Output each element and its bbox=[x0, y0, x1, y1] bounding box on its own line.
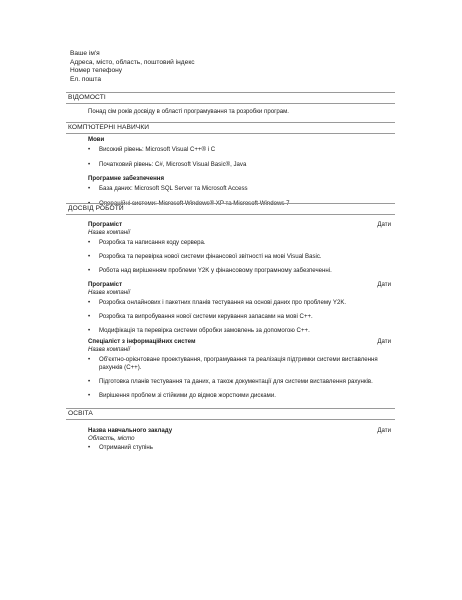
section-heading-experience: ДОСВІД РОБОТИ bbox=[66, 203, 395, 215]
job-date: Дати bbox=[377, 281, 391, 288]
list-item: • Модифікація та перевірка системи обробки замовлень за допомогою C++. bbox=[88, 327, 310, 334]
list-item: • Розробка та перевірка нової системи фінансової звітності на мові Visual Basic. bbox=[88, 253, 322, 260]
bullet-icon: • bbox=[88, 146, 91, 153]
job-duties bbox=[88, 239, 391, 275]
contact-email: Ел. пошта bbox=[70, 75, 102, 83]
bullet-icon: • bbox=[88, 299, 91, 306]
job-company: Назва компанії bbox=[88, 229, 130, 236]
list-item: • Вирішення проблем зі стійкими до відмов жорсткими дисками. bbox=[88, 392, 276, 399]
section-heading-skills: КОМП'ЮТЕРНІ НАВИЧКИ bbox=[66, 122, 395, 134]
school-name: Назва навчального закладу bbox=[88, 427, 173, 434]
list-item: • Підготовка планів тестування та даних, а також документації для системи виставлення рахунків. bbox=[88, 378, 373, 385]
contact-address: Адреса, місто, область, поштовий індекс bbox=[70, 58, 195, 66]
list-item: • Операційні системи: Microsoft Windows® XP та Microsoft Windows 7 bbox=[88, 200, 290, 207]
job-date: Дати bbox=[377, 338, 391, 345]
contact-name: Ваше ім'я bbox=[70, 50, 100, 57]
bullet-icon: • bbox=[88, 200, 91, 207]
contact-phone: Номер телефону bbox=[70, 67, 123, 75]
bullet-icon: • bbox=[88, 185, 91, 192]
list-item: • Об'єктно-орієнтоване проектування, програмування та реалізація підтримки системи виставлення рахунків (C++). bbox=[88, 356, 378, 371]
bullet-icon: • bbox=[88, 253, 91, 260]
bullet-icon: • bbox=[88, 313, 91, 320]
education-date: Дати bbox=[377, 427, 391, 434]
job-date: Дати bbox=[377, 221, 391, 228]
school-location: Область, місто bbox=[88, 435, 135, 442]
section-heading-education: ОСВІТА bbox=[66, 408, 395, 420]
job-title: Програміст bbox=[88, 221, 123, 228]
list-item: • Отриманий ступінь bbox=[88, 444, 153, 451]
skills-software-title: Програмне забезпечення bbox=[88, 175, 165, 182]
list-item: • Робота над вирішенням проблеми Y2K у фінансовому програмному забезпеченні. bbox=[88, 267, 332, 274]
about-text: Понад сім років досвіду в області програмування та розробки програм. bbox=[88, 108, 289, 115]
bullet-icon: • bbox=[88, 356, 91, 363]
skills-languages-list bbox=[88, 146, 391, 169]
bullet-icon: • bbox=[88, 378, 91, 385]
skills-block bbox=[88, 136, 391, 208]
list-item: • База даних: Microsoft SQL Server та Microsoft Access bbox=[88, 185, 248, 192]
bullet-icon: • bbox=[88, 239, 91, 246]
section-heading-about: ВІДОМОСТІ bbox=[66, 92, 395, 104]
list-item: • Високий рівень: Microsoft Visual C++® і C bbox=[88, 146, 216, 153]
job-title: Програміст bbox=[88, 281, 123, 288]
job-entry bbox=[88, 338, 391, 400]
list-item: • Розробка онлайнових і пакетних планів тестування на основі даних про проблему Y2K. bbox=[88, 299, 347, 306]
job-entry bbox=[88, 221, 391, 275]
job-duties bbox=[88, 356, 391, 400]
job-company: Назва компанії bbox=[88, 289, 130, 296]
job-duties bbox=[88, 299, 391, 335]
bullet-icon: • bbox=[88, 444, 91, 451]
job-entry bbox=[88, 281, 391, 335]
contact-block bbox=[70, 50, 195, 84]
job-company: Назва компанії bbox=[88, 346, 130, 353]
list-item: • Розробка та написання коду сервера. bbox=[88, 239, 206, 246]
bullet-icon: • bbox=[88, 392, 91, 399]
list-item: • Розробка та випробування нової системи керування запасами на мові C++. bbox=[88, 313, 313, 320]
education-entry bbox=[88, 427, 391, 452]
bullet-icon: • bbox=[88, 267, 91, 274]
job-title: Спеціаліст з інформаційних систем bbox=[88, 338, 196, 345]
education-details bbox=[88, 444, 391, 452]
skills-languages-title: Мови bbox=[88, 136, 105, 143]
bullet-icon: • bbox=[88, 327, 91, 334]
list-item: • Початковий рівень: C#, Microsoft Visual Basic®, Java bbox=[88, 161, 247, 168]
bullet-icon: • bbox=[88, 161, 91, 168]
